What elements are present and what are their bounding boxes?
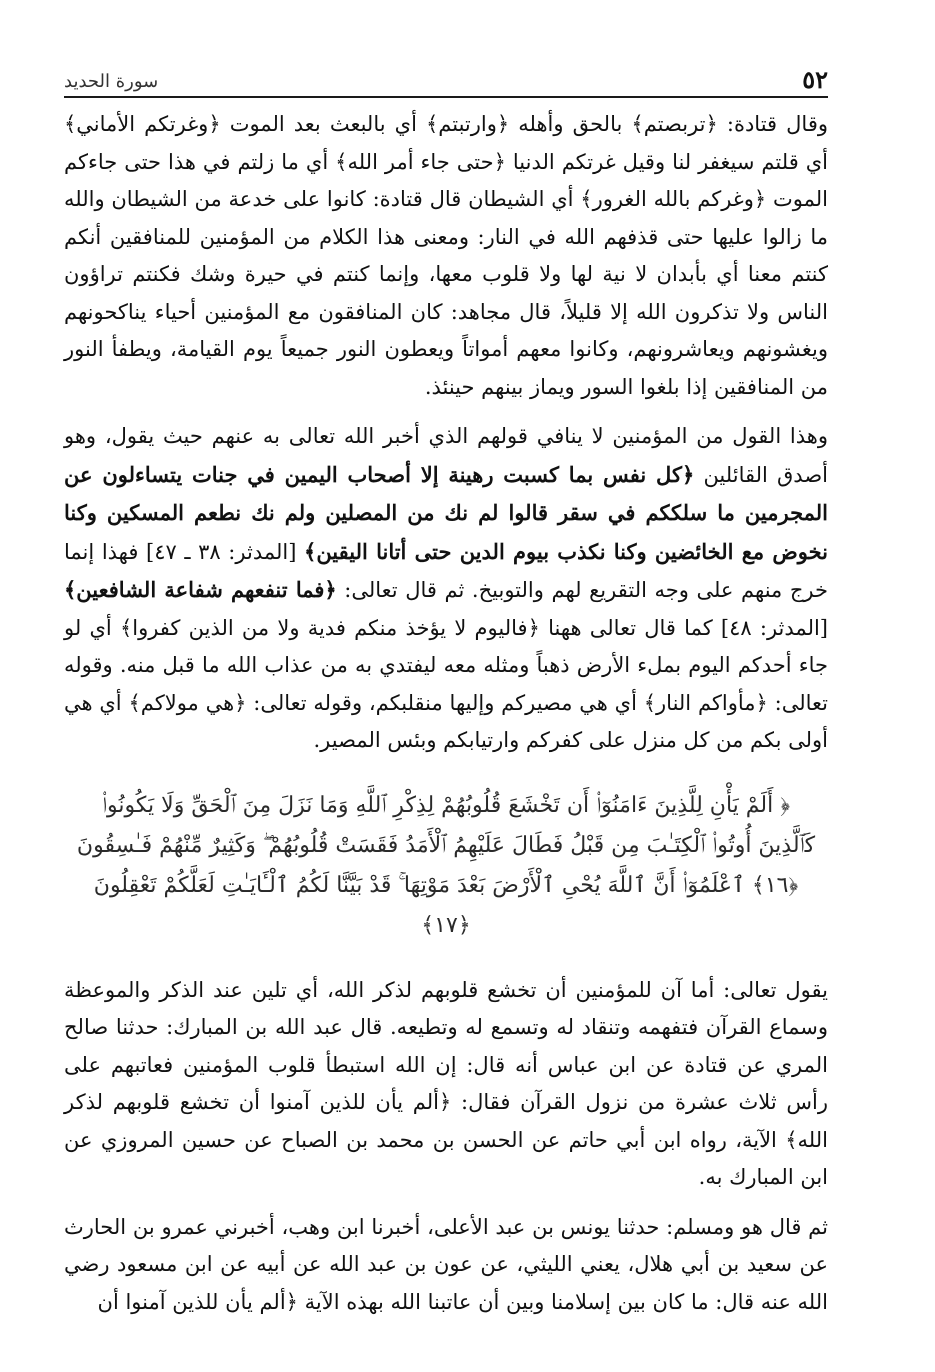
quran-verse-block: ﴿ أَلَمْ يَأْنِ لِلَّذِينَ ءَامَنُوٓا۟ أَن تَخْشَعَ قُلُوبُهُمْ لِذِكْرِ ٱللَّهِ وَمَا نَزَلَ مِنَ ٱلْحَقِّ وَلَا يَكُونُوا۟ كَٱلَّذِينَ أُوتُوا۟ ٱلْكِتَـٰبَ مِن قَبْلُ فَطَالَ عَلَيْهِمُ ٱلْأَمَدُ فَقَسَتْ قُلُوبُهُمْ ۖ وَكَثِيرٌ مِّنْهُمْ فَـٰسِقُونَ ﴿١٦﴾ ٱعْلَمُوٓا۟ أَنَّ ٱللَّهَ يُحْىِ ٱلْأَرْضَ بَعْدَ مَوْتِهَا ۚ قَدْ بَيَّنَّا لَكُمُ ٱلْـَٔايَـٰتِ لَعَلَّكُمْ تَعْقِلُونَ ﴿١٧﴾: [76, 792, 816, 938]
paragraph-1: وقال قتادة: ﴿تربصتم﴾ بالحق وأهله ﴿وارتبتم﴾ أي بالبعث بعد الموت ﴿وغرتكم الأماني﴾ أي قلتم سيغفر لنا وقيل غرتكم الدنيا ﴿حتى جاء أمر الله﴾ أي ما زلتم في هذا حتى جاءكم الموت ﴿وغركم بالله الغرور﴾ أي الشيطان قال قتادة: كانوا على خدعة من الشيطان والله ما زالوا عليها حتى قذفهم الله في النار: ومعنى هذا الكلام من المؤمنين للمنافقين أنكم كنتم معنا أي بأبدان لا نية لها ولا قلوب معها، وإنما كنتم في حيرة وشك فكنتم تراؤون الناس ولا تذكرون الله إلا قليلاً، قال مجاهد: كان المنافقون مع المؤمنين أحياء يناكحونهم ويغشونهم ويعاشرونهم، وكانوا معهم أمواتاً ويعطون النور جميعاً يوم القيامة، ويطفأ النور من المنافقين إذا بلغوا السور ويماز بينهم حينئذ.: [64, 112, 828, 399]
paragraph-3: يقول تعالى: أما آن للمؤمنين أن تخشع قلوبهم لذكر الله، أي تلين عند الذكر والموعظة وسماع القرآن فتفهمه وتنقاد له وتسمع له وتطيعه. قال عبد الله بن المبارك: حدثنا صالح المري عن قتادة عن ابن عباس أنه قال: إن الله استبطأ قلوب المؤمنين فعاتبهم على رأس ثلاث عشرة من نزول القرآن فقال: ﴿ألم يأن للذين آمنوا أن تخشع قلوبهم لذكر الله﴾ الآية، رواه ابن أبي حاتم عن الحسن بن محمد بن الصباح عن حسين المروزي عن ابن المبارك به.: [64, 977, 828, 1189]
quoted-verse-muddaththir: ﴿كل نفس بما كسبت رهينة إلا أصحاب اليمين في جنات يتساءلون عن المجرمين ما سلككم في سقر قالوا لم نك من المصلين ولم نك نطعم المسكين وكنا نخوض مع الخائضين وكنا نكذب بيوم الدين حتى أتانا اليقين﴾: [64, 461, 828, 564]
page-header: [64, 60, 828, 98]
paragraph-4: ثم قال هو ومسلم: حدثنا يونس بن عبد الأعلى، أخبرنا ابن وهب، أخبرني عمرو بن الحارث عن سعيد بن أبي هلال، يعني الليثي، عن عون بن عبد الله عن أبيه عن ابن مسعود رضي الله عنه قال: ما كان بين إسلامنا وبين أن عاتبنا الله بهذه الآية ﴿ألم يأن للذين آمنوا أن: [64, 1214, 828, 1314]
page-number: ٥٢: [802, 65, 828, 94]
paragraph-2-text-b: [المدثر: ٣٨ ـ ٤٧] فهذا إنما خرج منهم على وجه التقريع لهم والتوبيخ. ثم قال تعالى:: [64, 539, 828, 602]
paragraph-2: [64, 418, 828, 760]
paragraph-2-text-a: وهذا القول من المؤمنين لا ينافي قولهم الذي أخبر الله تعالى به عنهم حيث يقول، وهو أصدق القائلين: [64, 424, 828, 487]
paragraph-2-text-c: [المدثر: ٤٨] كما قال تعالى ههنا ﴿فاليوم لا يؤخذ منكم فدية ولا من الذين كفروا﴾ أي لو جاء أحدكم اليوم بملء الأرض ذهباً ومثله معه ليفتدي به من عذاب الله ما قبل منه. وقوله تعالى: ﴿مأواكم النار﴾ أي هي مصيركم وإليها منقلبكم، وقوله تعالى: ﴿هي مولاكم﴾ أي هي أولى بكم من كل منزل على كفركم وارتيابكم وبئس المصير.: [64, 615, 828, 752]
surah-name-header: سورة الحديد: [64, 71, 159, 92]
quoted-verse-shafaa: ﴿فما تنفعهم شفاعة الشافعين﴾: [64, 577, 337, 602]
page-body: [64, 106, 828, 1333]
